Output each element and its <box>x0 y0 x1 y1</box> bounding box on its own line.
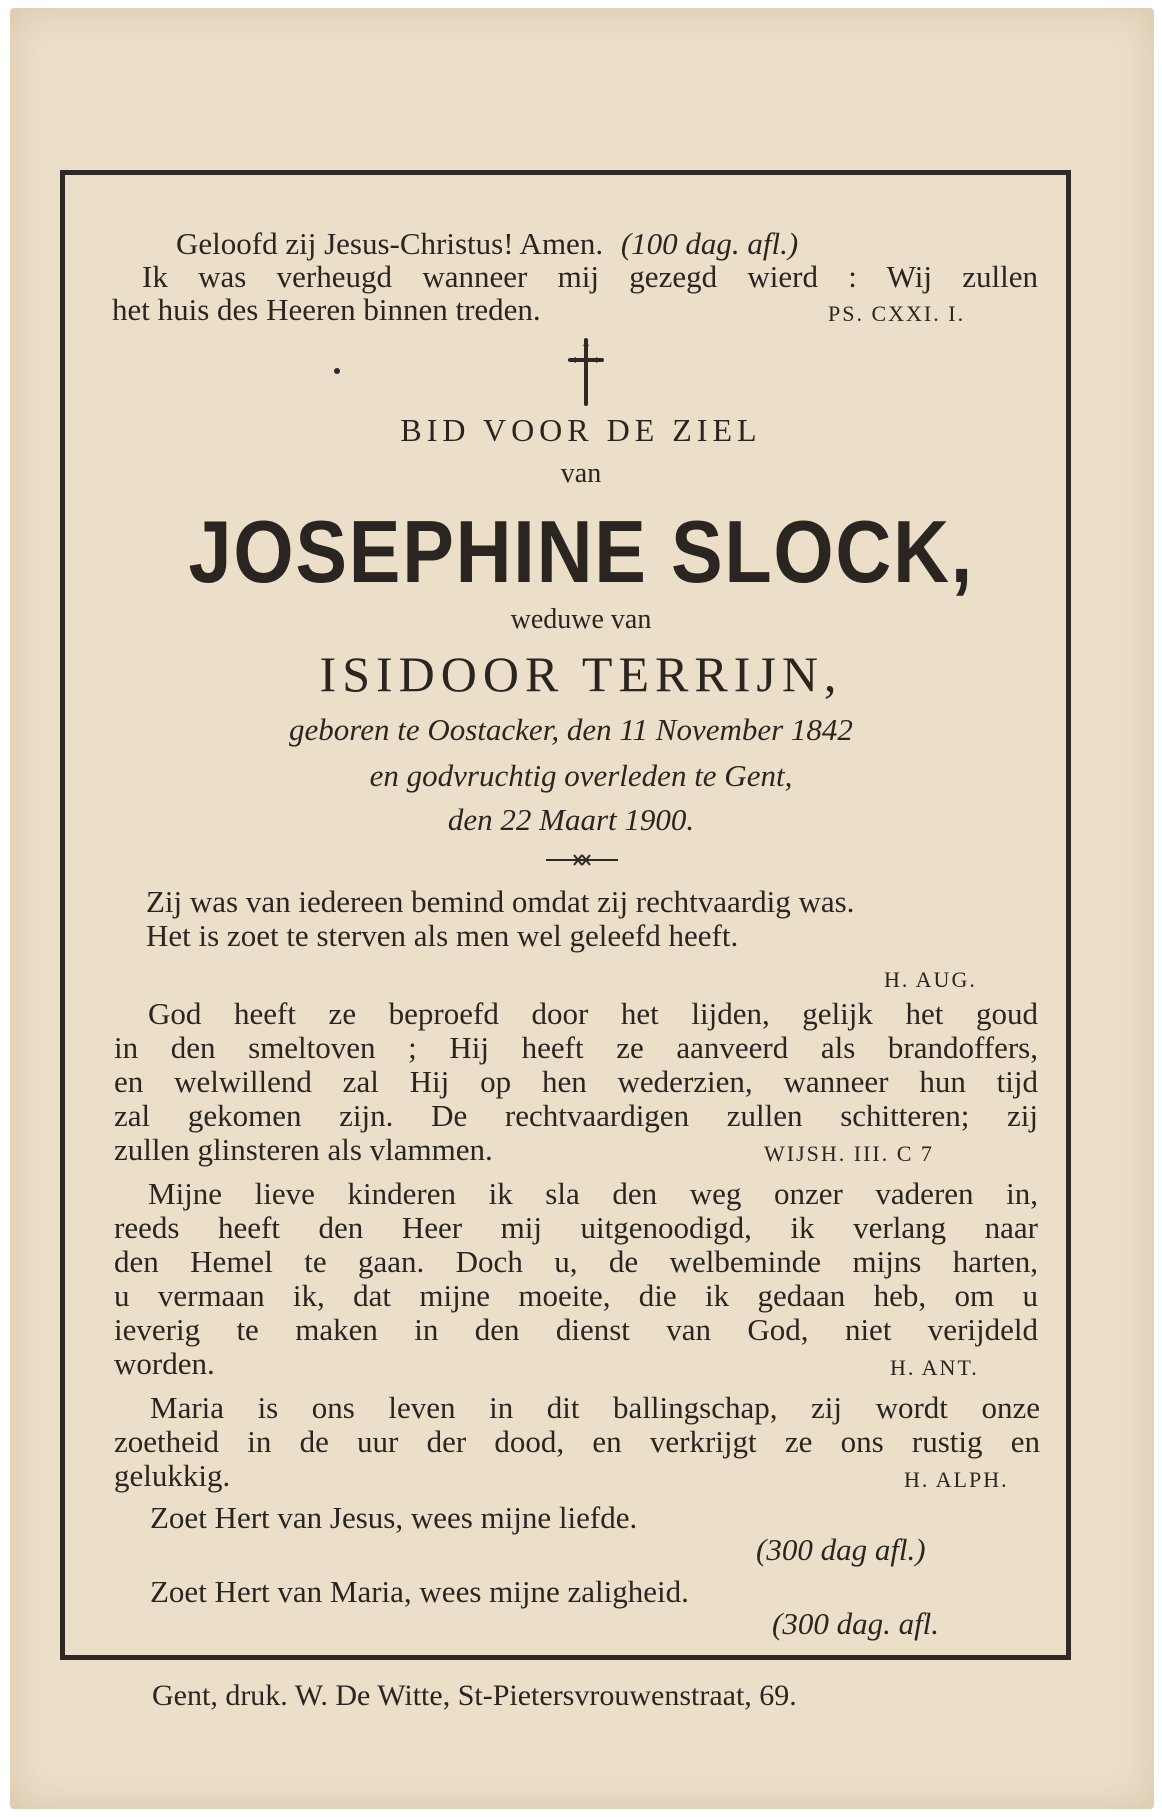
cross-icon <box>566 338 606 408</box>
psalm-reference: PS. CXXI. I. <box>828 301 966 326</box>
quote4-line-2: zoetheid in de uur der dood, en verkrijgt ze ons rustig en <box>114 1424 1040 1459</box>
quote1-line-2: Het is zoet te sterven als men wel geleefd heeft. <box>146 918 739 953</box>
deceased-name-row <box>0 502 1162 602</box>
death-line: en godvruchtig overleden te Gent, <box>369 758 793 793</box>
prayer1-text: Zoet Hert van Jesus, wees mijne liefde. <box>150 1500 638 1535</box>
quote4-line-1: Maria is ons leven in dit ballingschap, zij wordt onze <box>150 1390 1040 1425</box>
header-line-2: Ik was verheugd wanneer mij gezegd wierd : Wij zullen <box>142 259 1038 294</box>
prayer2-text: Zoet Hert van Maria, wees mijne zaligheid. <box>150 1574 689 1609</box>
header-line-3: het huis des Heeren binnen treden. <box>112 292 541 327</box>
header-line-1 <box>176 226 798 262</box>
birth-line: geboren te Oostacker, den 11 November 1842 <box>289 712 853 747</box>
ink-dot <box>334 368 340 374</box>
quote4-ref: H. ALPH. <box>904 1467 1009 1492</box>
widow-of-label: weduwe van <box>510 604 652 635</box>
deceased-name: JOSEPHINE SLOCK, <box>188 502 974 601</box>
prayer1-indulgence: (300 dag afl.) <box>756 1532 926 1567</box>
quote3-line-1: Mijne lieve kinderen ik sla den weg onzer vaderen in, <box>148 1176 1038 1211</box>
quote2-last-line: zullen glinsteren als vlammen. <box>114 1132 493 1167</box>
quote3-line-5: ieverig te maken in den dienst van God, niet verijdeld <box>114 1312 1038 1347</box>
pray-heading: BID VOOR DE ZIEL <box>400 412 762 448</box>
quote1-ref: H. AUG. <box>884 967 977 992</box>
quote2-line-4: zal gekomen zijn. De rechtvaardigen zullen schitteren; zij <box>114 1098 1038 1133</box>
quote2-ref: WIJSH. III. C 7 <box>764 1141 934 1166</box>
quote4-last-line: gelukkig. <box>114 1458 231 1493</box>
printer-imprint: Gent, druk. W. De Witte, St-Pietersvrouwenstraat, 69. <box>152 1679 797 1712</box>
quote2-line-1: God heeft ze beproefd door het lijden, gelijk het goud <box>148 996 1038 1031</box>
prayer2-indulgence: (300 dag. afl. <box>772 1606 940 1641</box>
quote3-line-4: u vermaan ik, dat mijne moeite, die ik gedaan heb, om u <box>114 1278 1038 1313</box>
header-indulgence: (100 dag. afl.) <box>620 226 799 261</box>
van-label: van <box>560 458 602 489</box>
quote2-line-2: in den smeltoven ; Hij heeft ze aanveerd als brandoffers, <box>114 1030 1038 1065</box>
quote1-line-1: Zij was van iedereen bemind omdat zij rechtvaardig was. <box>146 884 855 919</box>
quote2-line-3: en welwillend zal Hij op hen wederzien, wanneer hun tijd <box>114 1064 1038 1099</box>
death-date: den 22 Maart 1900. <box>447 802 695 837</box>
quote3-last-line: worden. <box>114 1346 215 1381</box>
quote3-line-3: den Hemel te gaan. Doch u, de welbeminde mijns harten, <box>114 1244 1038 1279</box>
quote3-ref: H. ANT. <box>890 1355 979 1380</box>
husband-name: ISIDOOR TERRIJN, <box>319 646 843 702</box>
header-line-1-text: Geloofd zij Jesus-Christus! Amen. <box>176 226 604 261</box>
quote3-line-2: reeds heeft den Heer mij uitgenoodigd, ik verlang naar <box>114 1210 1038 1245</box>
divider-ornament-icon <box>544 852 620 868</box>
